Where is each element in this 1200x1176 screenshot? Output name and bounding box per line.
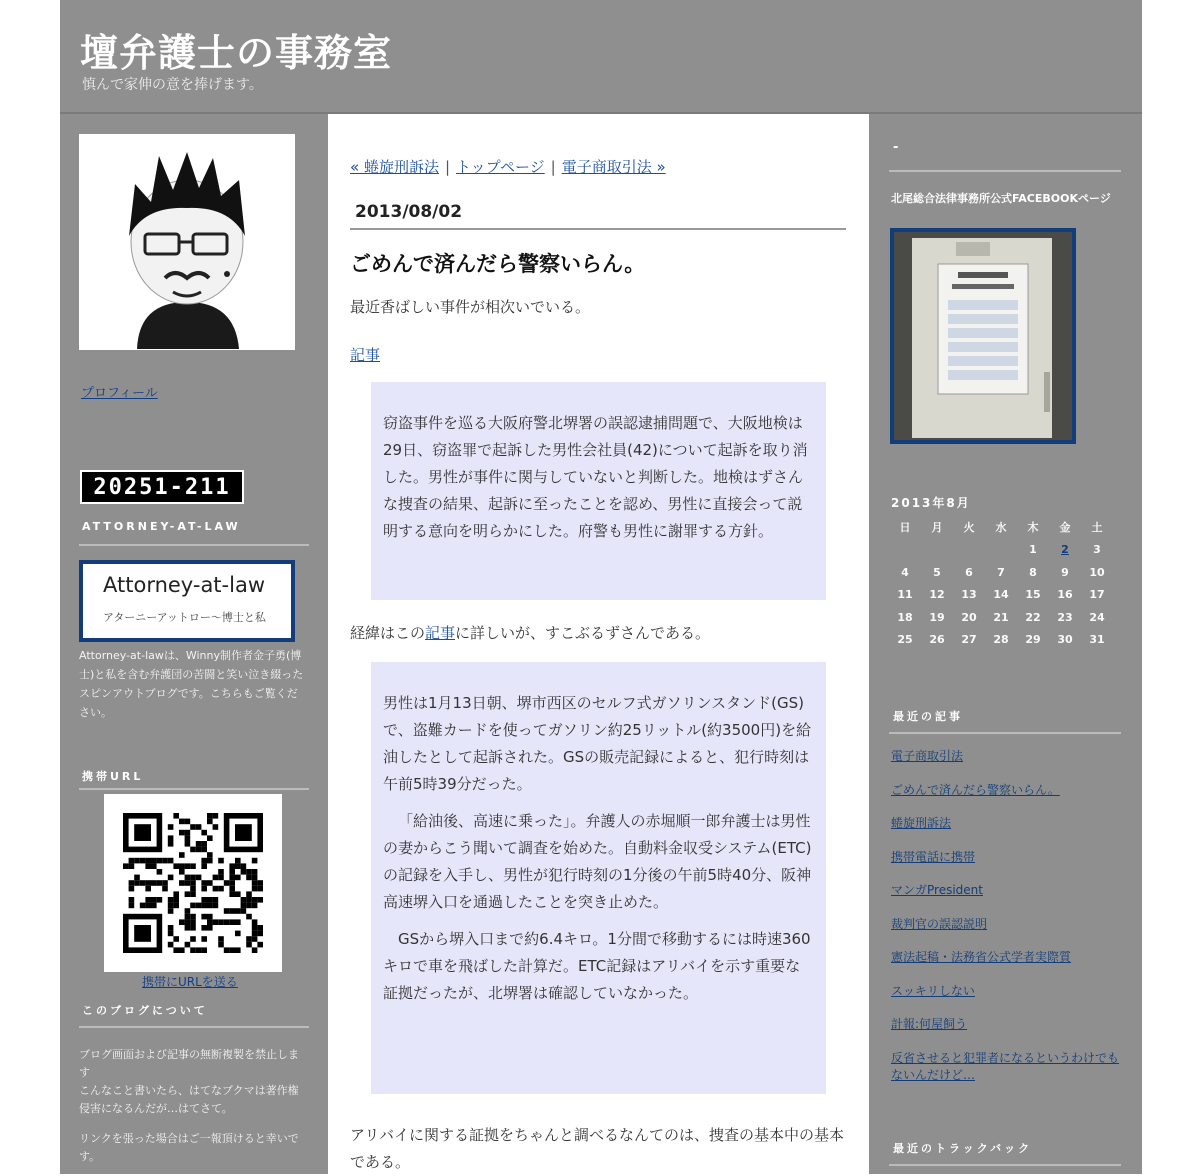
calendar-day: 29 [1025, 633, 1041, 647]
recent-post-item [891, 748, 1123, 765]
attorney-heading: ATTORNEY-AT-LAW [82, 520, 241, 533]
calendar-title: 2013年8月 [891, 496, 971, 510]
qr-code [104, 794, 282, 972]
calendar-day [889, 539, 921, 562]
calendar-day: 7 [997, 565, 1005, 579]
article-link-paragraph [350, 342, 844, 369]
article-link[interactable]: 記事 [350, 346, 381, 364]
calendar-day: 22 [1025, 610, 1041, 624]
calendar-weekday: 火 [963, 521, 975, 535]
profile-link[interactable]: プロフィール [81, 386, 158, 401]
calendar-day: 18 [897, 610, 913, 624]
recent-post-item [891, 916, 1123, 933]
top-page-link[interactable]: トップページ [456, 158, 545, 176]
calendar-day: 11 [897, 588, 913, 602]
quote-2-p1: 男性は1月13日朝、堺市西区のセルフ式ガソリンスタンド(GS)で、盗難カードを使ってガソリン約25リットル(約3500円)を給油したとして起訴された。GSの販売記録によると、犯行時刻は午前5時39分だった。 [383, 694, 812, 793]
banner-subtitle: アターニーアットロー〜博士と私 [103, 611, 266, 624]
calendar-day: 30 [1057, 633, 1073, 647]
recent-post-item [891, 882, 1123, 899]
sidebar-dash: - [893, 140, 899, 155]
next-post-link[interactable]: 電子商取引法 » [561, 158, 666, 176]
calendar-day: 20 [961, 610, 977, 624]
calendar-day: 9 [1061, 565, 1069, 579]
post-date: 2013/08/02 [350, 202, 846, 230]
divider [889, 732, 1121, 734]
calendar-day: 28 [993, 633, 1009, 647]
calendar-day: 13 [961, 588, 977, 602]
calendar-day: 8 [1029, 565, 1037, 579]
right-sidebar [869, 114, 1142, 1174]
recent-post-link[interactable]: 計報:何屋飼う [891, 1017, 968, 1031]
banner-title: Attorney-at-law [103, 573, 266, 597]
quote-2-p3: GSから堺入口まで約6.4キロ。1分間で移動するには時速360キロで車を飛ばした計算だ。ETC記録はアリバイを示す重要な証拠だったが、北堺署は確認していなかった。 [383, 930, 811, 1002]
recent-post-link[interactable]: スッキリしない [891, 983, 975, 998]
qr-code-image [104, 794, 282, 972]
calendar-weekday: 水 [995, 521, 1007, 535]
avatar [79, 134, 295, 350]
middle-paragraph [350, 620, 844, 647]
blog-description: 慎んで家伸の意を捧げます。 [82, 77, 263, 93]
about-text-1: ブログ画面および記事の無断複製を禁止します [79, 1048, 299, 1079]
calendar-weekday: 金 [1059, 521, 1071, 535]
attorney-at-law-banner[interactable] [79, 560, 295, 642]
divider [79, 544, 309, 546]
calendar-day: 21 [993, 610, 1009, 624]
recent-post-item [891, 849, 1123, 866]
prev-post-link[interactable]: « 蜷旋刑訴法 [350, 158, 439, 176]
recent-trackbacks-heading: 最近のトラックバック [893, 1142, 1033, 1155]
calendar-day: 15 [1025, 588, 1041, 602]
recent-post-link[interactable]: 蜷旋刑訴法 [891, 816, 952, 830]
recent-post-link[interactable]: 電子商取引法 [891, 749, 964, 763]
about-text [79, 1046, 309, 1166]
office-sign-image [894, 232, 1072, 440]
banner-description: Attorney-at-lawは、Winny制作者金子勇(博士)と私を含む弁護団の苦闘と笑い泣き綴ったスピンアウトブログです。こちらもご覧ください。 [79, 649, 304, 719]
post-title: ごめんで済んだら警察いらん。 [350, 252, 646, 276]
blockquote-2 [371, 662, 826, 1094]
nav-separator: | [444, 158, 451, 176]
detail-article-link[interactable]: 記事 [425, 624, 456, 642]
about-text-2: こんなこと書いたら、はてなブクマは著作権侵害になるんだが…はてさて。 [79, 1084, 299, 1115]
middle-text: に詳しいが、すこぶるずさんである。 [455, 624, 711, 642]
left-sidebar [60, 114, 328, 1174]
calendar-day: 16 [1057, 588, 1073, 602]
recent-post-item [891, 1016, 1123, 1033]
calendar-weekday: 月 [931, 521, 943, 535]
calendar-day: 5 [933, 565, 941, 579]
calendar-day: 23 [1057, 610, 1073, 624]
closing-paragraph: アリバイに関する証拠をちゃんと調べるなんてのは、捜査の基本中の基本である。 [350, 1126, 844, 1171]
calendar-day [985, 539, 1017, 562]
page [60, 0, 1142, 1174]
quote-2-p2: 「給油後、高速に乗った」。弁護人の赤堀順一郎弁護士は男性の妻からこう聞いて調査を始めた。自動料金収受システム(ETC)の記録を入手し、男性が犯行時刻の1分後の午前5時40分、阪神高速堺入口を通過したことを突き止めた。 [383, 812, 812, 911]
recent-post-link[interactable]: マンガPresident [891, 883, 983, 897]
calendar-day: 25 [897, 633, 913, 647]
blockquote-1 [371, 382, 826, 600]
divider [79, 1026, 309, 1028]
calendar-day: 24 [1089, 610, 1105, 624]
recent-post-link[interactable]: 携帯電話に携帯 [891, 849, 976, 864]
facebook-page-title[interactable]: 北尾総合法律事務所公式FACEBOOKページ [891, 192, 1111, 205]
divider [889, 170, 1121, 172]
visitor-counter: 20251-211 [80, 470, 244, 504]
calendar-weekday: 木 [1027, 521, 1039, 535]
calendar-weekday: 日 [899, 521, 911, 535]
recent-posts-heading: 最近の記事 [893, 710, 963, 723]
recent-post-item [891, 815, 1123, 832]
mobile-url-heading: 携帯URL [82, 770, 144, 783]
calendar-day: 19 [929, 610, 945, 624]
recent-post-item [891, 949, 1123, 966]
middle-text: 経緯はこの [350, 624, 426, 642]
nav-separator: | [550, 158, 556, 176]
recent-post-item [891, 782, 1123, 799]
divider [79, 788, 309, 790]
calendar-day: 12 [929, 588, 945, 602]
calendar [889, 516, 1113, 651]
blog-title[interactable]: 壇弁護士の事務室 [80, 31, 393, 75]
divider [889, 1164, 1121, 1166]
office-sign-photo[interactable] [890, 228, 1076, 444]
send-url-to-mobile-link[interactable]: 携帯にURLを送る [142, 975, 238, 989]
recent-post-link[interactable]: 裁判官の誤認説明 [891, 916, 988, 931]
calendar-weekday: 土 [1091, 521, 1103, 535]
calendar-day: 10 [1089, 565, 1105, 579]
recent-post-link[interactable]: 反省させると犯罪者になるというわけでもないんだけど… [891, 1050, 1120, 1082]
calendar-day [921, 539, 953, 562]
quote-1-text: 窃盗事件を巡る大阪府警北堺署の誤認逮捕問題で、大阪地検は29日、窃盗罪で起訴した男性会社員(42)について起訴を取り消した。男性が事件に関与していないと判断した。地検はずさんな捜査の結果、起訴に至ったことを認め、男性に直接会って説明する意向を明らかにした。府警も男性に謝罪する方針。 [383, 414, 808, 540]
calendar-day: 1 [1029, 543, 1037, 557]
calendar-day: 31 [1089, 633, 1105, 647]
recent-post-item [891, 1050, 1123, 1084]
calendar-day: 17 [1089, 588, 1105, 602]
post-navigation [350, 156, 666, 177]
recent-posts-list [891, 748, 1123, 1100]
recent-post-item [891, 983, 1123, 1000]
about-heading: このブログについて [82, 1004, 208, 1017]
main-content [328, 114, 869, 1174]
calendar-day: 27 [961, 633, 977, 647]
avatar-illustration [79, 134, 295, 350]
calendar-day: 4 [901, 565, 909, 579]
calendar-day [953, 539, 985, 562]
calendar-day[interactable]: 2 [1061, 543, 1069, 557]
calendar-day: 14 [993, 588, 1009, 602]
calendar-day: 6 [965, 565, 973, 579]
recent-post-link[interactable]: 憲法起稿・法務省公式学者実際質 [891, 950, 1072, 964]
post-intro: 最近香ばしい事件が相次いでいる。 [350, 298, 591, 316]
calendar-day: 26 [929, 633, 945, 647]
calendar-day: 3 [1093, 543, 1101, 557]
blog-header [60, 0, 1142, 114]
recent-post-link[interactable]: ごめんで済んだら警察いらん。 [891, 782, 1060, 797]
about-text-3: リンクを張った場合はご一報頂けると幸いです。 [79, 1132, 299, 1163]
